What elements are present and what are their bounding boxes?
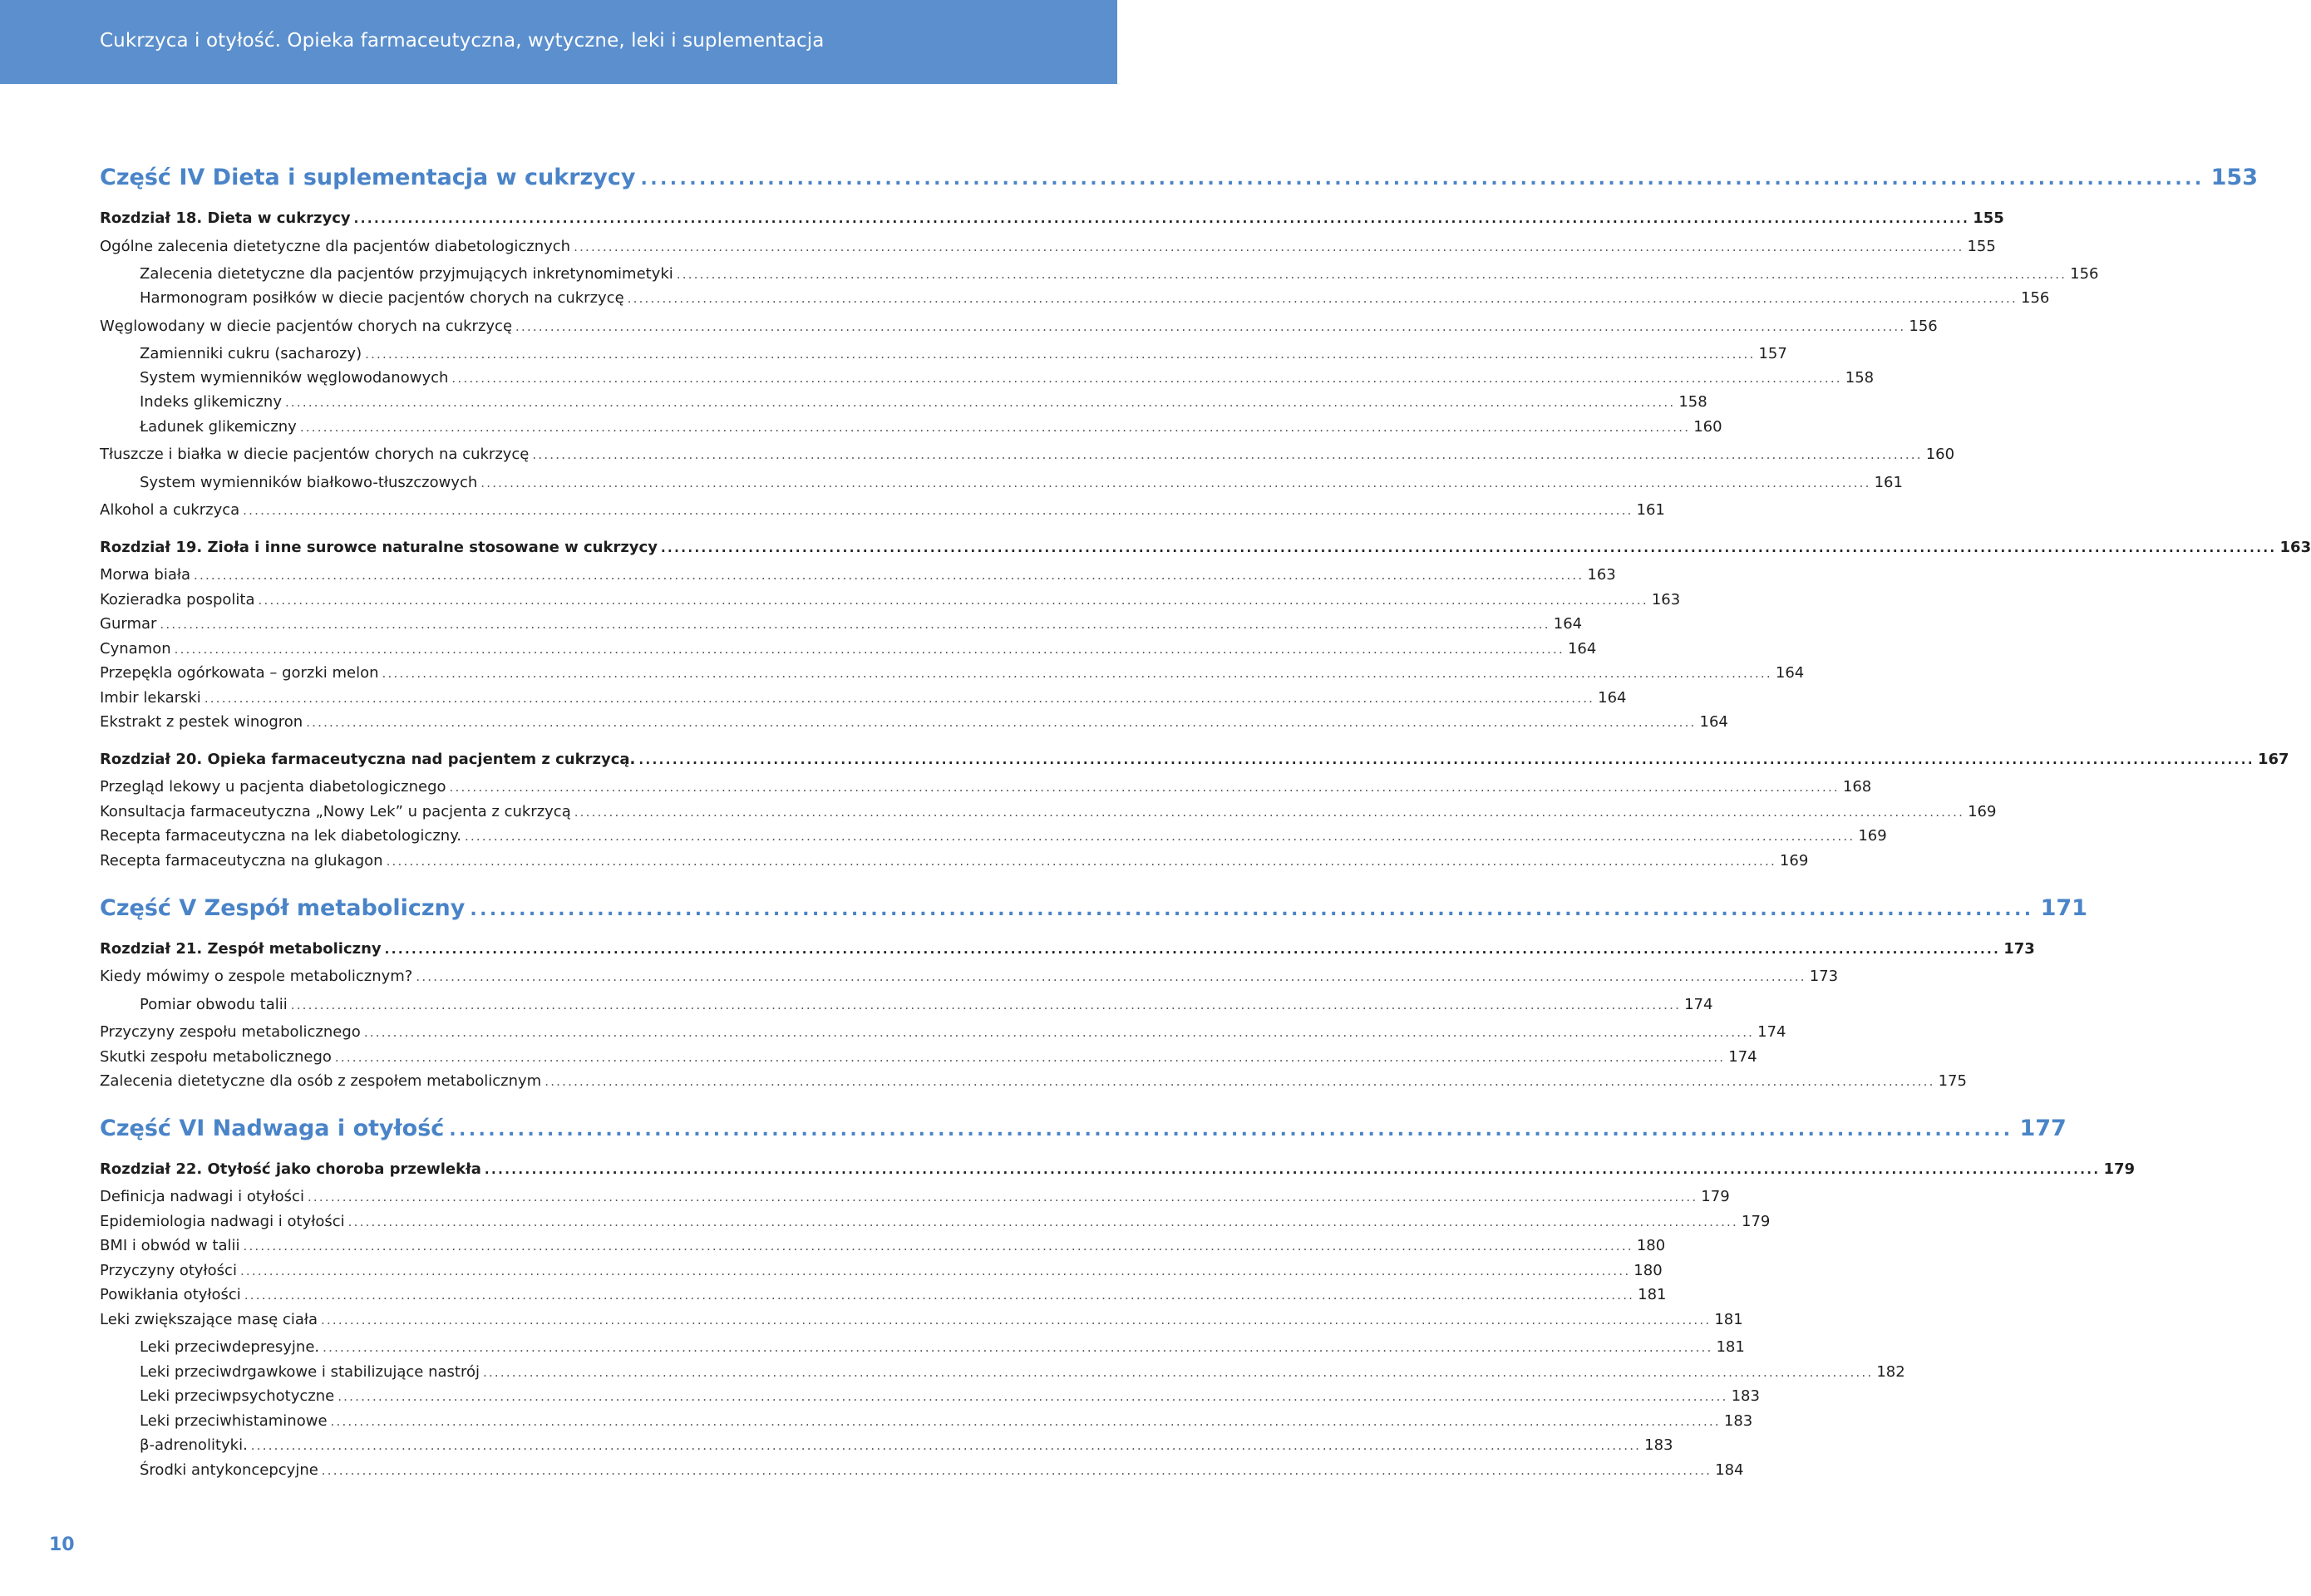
toc-section-label: Definicja nadwagi i otyłości	[100, 1188, 304, 1205]
dot-leader: ................................................................................................................................................................................................................................................	[321, 1313, 1712, 1328]
toc-subsection-label: Zalecenia dietetyczne dla pacjentów przyjmujących inkretynomimetyki	[140, 265, 673, 283]
toc-subsection-label: Leki przeciwpsychotyczne	[140, 1387, 335, 1405]
toc-chapter[interactable]	[100, 539, 2311, 557]
toc-page-number: 174	[1757, 1023, 1786, 1041]
toc-part[interactable]	[100, 894, 2087, 924]
toc-subsection[interactable]	[140, 418, 1722, 436]
toc-section-label: Imbir lekarski	[100, 689, 201, 707]
toc-section[interactable]	[100, 1072, 1967, 1091]
toc-subsection[interactable]	[140, 474, 1903, 492]
dot-leader: ................................................................................................................................................................................................................................................	[243, 503, 1633, 518]
dot-leader: ................................................................................................................................................................................................................................................	[465, 829, 1855, 844]
toc-section-label: Skutki zespołu metabolicznego	[100, 1048, 332, 1066]
toc-section[interactable]	[100, 1237, 1666, 1255]
toc-part[interactable]	[100, 164, 2259, 194]
toc-chapter-label: Rozdział 18. Dieta w cukrzycy	[100, 209, 351, 227]
toc-page-number: 157	[1758, 345, 1787, 362]
toc-page-number: 163	[1651, 591, 1681, 608]
toc-section[interactable]	[100, 640, 1597, 658]
toc-page-number: 174	[1728, 1048, 1757, 1066]
dot-leader: ................................................................................................................................................................................................................................................	[416, 969, 1806, 984]
toc-page-number: 164	[1553, 615, 1583, 633]
toc-page-number: 163	[1587, 566, 1616, 584]
dot-leader: ................................................................................................................................................................................................................................................	[321, 1463, 1712, 1478]
toc-page-number: 164	[1598, 689, 1627, 707]
dot-leader: ................................................................................................................................................................................................................................................	[515, 319, 1906, 334]
toc-subsection[interactable]	[140, 1338, 1745, 1357]
dot-leader: ................................................................................................................................................................................................................................................	[544, 1074, 1935, 1089]
toc-subsection-label: Środki antykoncepcyjne	[140, 1461, 318, 1479]
toc-section-label: Epidemiologia nadwagi i otyłości	[100, 1213, 345, 1230]
dot-leader: ................................................................................................................................................................................................................................................	[660, 540, 2277, 555]
toc-page-number: 164	[1699, 713, 1728, 731]
toc-subsection-label: Ładunek glikemiczny	[140, 418, 297, 436]
dot-leader: ................................................................................................................................................................................................................................................	[451, 371, 1842, 386]
toc-page-number: 161	[1636, 501, 1665, 519]
toc-chapter-label: Rozdział 22. Otyłość jako choroba przewlekła	[100, 1160, 481, 1178]
dot-leader: ................................................................................................................................................................................................................................................	[290, 998, 1682, 1012]
dot-leader: ................................................................................................................................................................................................................................................	[574, 805, 1965, 820]
toc-section[interactable]	[100, 446, 1955, 464]
toc-section-label: Przepękla ogórkowata – gorzki melon	[100, 664, 379, 682]
toc-page-number: 173	[1809, 968, 1839, 985]
toc-page-number: 164	[1567, 640, 1597, 658]
dot-leader: ................................................................................................................................................................................................................................................	[638, 752, 2254, 767]
toc-chapter[interactable]	[100, 209, 2004, 228]
toc-section-label: Alkohol a cukrzyca	[100, 501, 240, 519]
toc-page-number: 164	[1775, 664, 1805, 682]
toc-page-number: 181	[1716, 1338, 1745, 1356]
toc-subsection[interactable]	[140, 369, 1875, 387]
toc-subsection[interactable]	[140, 265, 2099, 283]
toc-page-number: 177	[2019, 1116, 2067, 1141]
dot-leader: ................................................................................................................................................................................................................................................	[330, 1414, 1721, 1429]
toc-page-number: 169	[1968, 803, 1997, 820]
dot-leader: ................................................................................................................................................................................................................................................	[449, 780, 1840, 795]
toc-section[interactable]	[100, 1213, 1771, 1231]
dot-leader: ................................................................................................................................................................................................................................................	[244, 1288, 1635, 1303]
dot-leader: ................................................................................................................................................................................................................................................	[250, 1438, 1642, 1453]
toc-page-number: 181	[1714, 1311, 1743, 1328]
toc-section-label: Tłuszcze i białka w diecie pacjentów chorych na cukrzycę	[100, 446, 530, 463]
toc-section-label: Cynamon	[100, 640, 171, 658]
toc-page-number: 158	[1845, 369, 1875, 387]
dot-leader: ................................................................................................................................................................................................................................................	[334, 1050, 1726, 1065]
toc-page-number: 163	[2279, 539, 2311, 556]
dot-leader: ................................................................................................................................................................................................................................................	[284, 395, 1676, 410]
toc-page-number: 180	[1636, 1237, 1666, 1254]
dot-leader: ................................................................................................................................................................................................................................................	[323, 1340, 1713, 1355]
toc-part[interactable]	[100, 1115, 2067, 1145]
toc-subsection-label: Leki przeciwhistaminowe	[140, 1412, 328, 1430]
toc-subsection-label: β-adrenolityki.	[140, 1436, 248, 1454]
toc-section-label: Ekstrakt z pestek winogron	[100, 713, 303, 731]
dot-leader: ................................................................................................................................................................................................................................................	[243, 1239, 1633, 1254]
dot-leader: ................................................................................................................................................................................................................................................	[239, 1264, 1631, 1278]
toc-section[interactable]	[100, 566, 1616, 584]
toc-section[interactable]	[100, 318, 1938, 336]
dot-leader: ................................................................................................................................................................................................................................................	[384, 942, 2001, 957]
toc-section-label: Morwa biała	[100, 566, 191, 584]
toc-subsection[interactable]	[140, 996, 1713, 1014]
toc-page-number: 175	[1938, 1072, 1967, 1090]
dot-leader: ................................................................................................................................................................	[449, 1120, 2013, 1140]
toc-subsection-label: Harmonogram posiłków w diecie pacjentów chorych na cukrzycę	[140, 289, 624, 307]
toc-subsection-label: Indeks glikemiczny	[140, 393, 282, 411]
toc-section[interactable]	[100, 1188, 1730, 1206]
toc-part-label: Część VI Nadwaga i otyłość	[100, 1116, 445, 1141]
toc-section-label: Przyczyny otyłości	[100, 1262, 237, 1279]
toc-page-number: 174	[1684, 996, 1713, 1013]
toc-page-number: 158	[1678, 393, 1707, 411]
toc-section-label: Gurmar	[100, 615, 157, 633]
dot-leader: ................................................................................................................................................................................................................................................	[258, 593, 1648, 608]
toc-subsection[interactable]	[140, 1387, 1760, 1406]
dot-leader: ................................................................................................................................................................................................................................................	[204, 691, 1595, 706]
toc-chapter-label: Rozdział 21. Zespół metaboliczny	[100, 940, 382, 958]
toc-page-number: 180	[1633, 1262, 1663, 1279]
dot-leader: ................................................................................................................................................................................................................................................	[363, 1025, 1755, 1040]
toc-section[interactable]	[100, 591, 1681, 609]
toc-section[interactable]	[100, 1048, 1757, 1066]
toc-subsection[interactable]	[140, 1461, 1744, 1480]
toc-chapter[interactable]	[100, 940, 2035, 958]
toc-page-number: 182	[1876, 1363, 1905, 1381]
dot-leader: ................................................................................................................................................................................................................................................	[299, 420, 1691, 435]
toc-section[interactable]	[100, 778, 1872, 796]
toc-section[interactable]	[100, 713, 1728, 732]
toc-chapter-label: Rozdział 19. Zioła i inne surowce naturalne stosowane w cukrzycy	[100, 539, 658, 556]
toc-subsection-label: Leki przeciwdrgawkowe i stabilizujące nastrój	[140, 1363, 480, 1381]
toc-subsection-label: System wymienników węglowodanowych	[140, 369, 449, 387]
toc-page-number: 169	[1779, 852, 1809, 869]
toc-subsection[interactable]	[140, 1363, 1905, 1382]
dot-leader: ................................................................................................................................................................................................................................................	[574, 239, 1964, 254]
toc-page-number: 168	[1842, 778, 1872, 796]
toc-subsection-label: Leki przeciwdepresyjne.	[140, 1338, 320, 1356]
toc-page-number: 153	[2210, 165, 2259, 190]
toc-section-label: Recepta farmaceutyczna na lek diabetologiczny.	[100, 827, 461, 845]
toc-subsection[interactable]	[140, 1412, 1753, 1431]
toc-chapter-label: Rozdział 20. Opieka farmaceutyczna nad pacjentem z cukrzycą.	[100, 751, 636, 768]
toc-page-number: 179	[1742, 1213, 1771, 1230]
toc-section-label: Przegląd lekowy u pacjenta diabetologicznego	[100, 778, 446, 796]
toc-page-number: 183	[1644, 1436, 1673, 1454]
toc-page-number: 183	[1731, 1387, 1760, 1405]
toc-page-number: 156	[2021, 289, 2050, 307]
toc-section[interactable]	[100, 852, 1809, 870]
dot-leader: ................................................................................................................................................................................................................................................	[386, 854, 1776, 869]
toc-section-label: Przyczyny zespołu metabolicznego	[100, 1023, 361, 1041]
toc-section-label: Powikłania otyłości	[100, 1286, 241, 1303]
dot-leader: ................................................................................................................................................................................................................................................	[307, 1190, 1698, 1204]
toc-section-label: BMI i obwód w talii	[100, 1237, 240, 1254]
toc-chapter[interactable]	[100, 1160, 2136, 1179]
toc-page-number: 173	[2003, 940, 2035, 958]
dot-leader: ................................................................................................................................................................................................................................................	[347, 1214, 1738, 1229]
toc-section-label: Recepta farmaceutyczna na glukagon	[100, 852, 383, 869]
toc-page-number: 160	[1925, 446, 1955, 463]
toc-page-number: 156	[2070, 265, 2099, 283]
toc-part-label: Część V Zespół metaboliczny	[100, 895, 466, 921]
toc-page-number: 169	[1858, 827, 1887, 845]
toc-section-label: Zalecenia dietetyczne dla osób z zespołem metabolicznym	[100, 1072, 542, 1090]
toc-subsection-label: System wymienników białkowo-tłuszczowych	[140, 474, 478, 491]
toc-page-number: 179	[1701, 1188, 1730, 1205]
page-number: 10	[49, 1534, 75, 1555]
dot-leader: ................................................................................................................................................................................................................................................	[627, 291, 2018, 306]
toc-section[interactable]	[100, 501, 1665, 520]
toc-section[interactable]	[100, 1286, 1667, 1304]
toc-page-number: 161	[1874, 474, 1903, 491]
toc-subsection[interactable]	[140, 1436, 1673, 1455]
toc-page-number: 167	[2257, 751, 2289, 768]
toc-section[interactable]	[100, 803, 1997, 821]
toc-section[interactable]	[100, 827, 1887, 845]
toc-page-number: 155	[1973, 209, 2004, 227]
toc-subsection[interactable]	[140, 345, 1787, 363]
toc-subsection-label: Pomiar obwodu talii	[140, 996, 288, 1013]
toc-section-label: Konsultacja farmaceutyczna „Nowy Lek” u pacjenta z cukrzycą	[100, 803, 571, 820]
dot-leader: ................................................................................................................................................................................................................................................	[382, 666, 1772, 681]
toc-section-label: Węglowodany w diecie pacjentów chorych na cukrzycę	[100, 318, 513, 335]
toc-section-label: Kozieradka pospolita	[100, 591, 255, 608]
dot-leader: ................................................................................................................................................................................................................................................	[194, 568, 1584, 583]
toc-page-number: 160	[1693, 418, 1722, 436]
dot-leader: ................................................................................................................................................................	[640, 169, 2205, 190]
toc-page-number: 179	[2103, 1160, 2136, 1178]
running-header-title: Cukrzyca i otyłość. Opieka farmaceutyczna, wytyczne, leki i suplementacja	[100, 30, 825, 52]
toc-page-number: 184	[1715, 1461, 1744, 1479]
dot-leader: ................................................................................................................................................................................................................................................	[365, 347, 1756, 362]
toc-subsection-label: Zamienniki cukru (sacharozy)	[140, 345, 362, 362]
toc-section-label: Kiedy mówimy o zespole metabolicznym?	[100, 968, 413, 985]
toc-subsection[interactable]	[140, 289, 2050, 308]
dot-leader: ................................................................................................................................................................................................................................................	[306, 715, 1697, 730]
toc-page-number: 181	[1638, 1286, 1667, 1303]
toc-section[interactable]	[100, 1023, 1786, 1042]
dot-leader: ................................................................................................................................................................................................................................................	[160, 617, 1550, 632]
toc-section-label: Leki zwiększające masę ciała	[100, 1311, 318, 1328]
dot-leader: ................................................................................................................................................................................................................................................	[353, 211, 1970, 226]
toc-chapter[interactable]	[100, 751, 2289, 769]
toc-section[interactable]	[100, 1311, 1743, 1329]
dot-leader: ................................................................................................................................................................................................................................................	[483, 1365, 1874, 1380]
dot-leader: ................................................................................................................................................................................................................................................	[174, 642, 1564, 657]
toc-part-label: Część IV Dieta i suplementacja w cukrzycy	[100, 165, 636, 190]
dot-leader: ................................................................................................................................................................	[470, 899, 2034, 920]
toc-section[interactable]	[100, 968, 1839, 986]
dot-leader: ................................................................................................................................................................................................................................................	[484, 1162, 2101, 1177]
toc-page-number: 183	[1723, 1412, 1753, 1430]
toc-section[interactable]	[100, 664, 1805, 682]
toc-section[interactable]	[100, 238, 1996, 256]
toc-page-number: 155	[1967, 238, 1996, 255]
dot-leader: ................................................................................................................................................................................................................................................	[676, 267, 2067, 282]
toc-section[interactable]	[100, 689, 1627, 707]
toc-section-label: Ogólne zalecenia dietetyczne dla pacjentów diabetologicznych	[100, 238, 571, 255]
toc-subsection[interactable]	[140, 393, 1707, 411]
toc-section[interactable]	[100, 1262, 1663, 1280]
toc-section[interactable]	[100, 615, 1583, 633]
dot-leader: ................................................................................................................................................................................................................................................	[480, 475, 1871, 490]
dot-leader: ................................................................................................................................................................................................................................................	[532, 447, 1923, 462]
dot-leader: ................................................................................................................................................................................................................................................	[338, 1389, 1728, 1404]
toc-page-number: 171	[2040, 895, 2087, 921]
toc-page-number: 156	[1909, 318, 1938, 335]
